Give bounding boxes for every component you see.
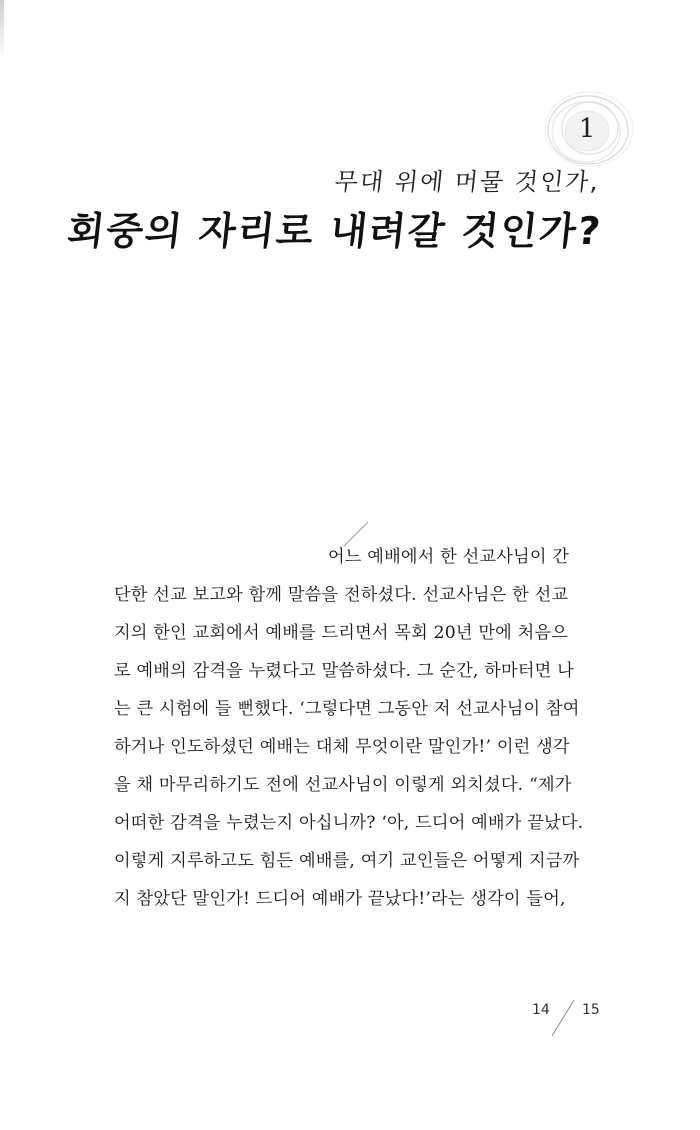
chapter-subtitle: 무대 위에 머물 것인가, (333, 168, 602, 196)
chapter-number: 1 (578, 114, 596, 144)
body-line: 하거나 인도하셨던 예배는 대체 무엇이란 말인가!’ 이런 생각 (114, 737, 570, 757)
body-line: 는 큰 시험에 들 뻔했다. ‘그렇다면 그동안 저 선교사님이 참여 (114, 699, 580, 719)
body-line: 단한 선교 보고와 함께 말씀을 전하셨다. 선교사님은 한 선교 (114, 585, 569, 605)
body-line: 어떠한 감격을 누렸는지 아십니까? ‘아, 드디어 예배가 끝났다. (114, 813, 584, 833)
chapter-title: 회중의 자리로 내려갈 것인가? (65, 209, 604, 253)
body-text (114, 538, 584, 918)
body-line: 로 예배의 감격을 누렸다고 말씀하셨다. 그 순간, 하마터면 나 (114, 661, 574, 681)
page-edge-shadow (0, 0, 4, 60)
folio-slash-ornament (548, 996, 578, 1040)
body-line: 지의 한인 교회에서 예배를 드리면서 목회 20년 만에 처음으 (114, 623, 569, 643)
page-number-right: 15 (582, 1002, 600, 1018)
page-number-left: 14 (532, 1002, 550, 1018)
body-line: 어느 예배에서 한 선교사님이 간 (328, 547, 570, 567)
body-line: 이렇게 지루하고도 힘든 예배를, 여기 교인들은 어떻게 지금까 (114, 851, 580, 871)
body-line: 지 참았단 말인가! 드디어 예배가 끝났다!’라는 생각이 들어, (114, 889, 566, 909)
body-line: 을 채 마무리하기도 전에 선교사님이 이렇게 외치셨다. “제가 (114, 775, 572, 795)
